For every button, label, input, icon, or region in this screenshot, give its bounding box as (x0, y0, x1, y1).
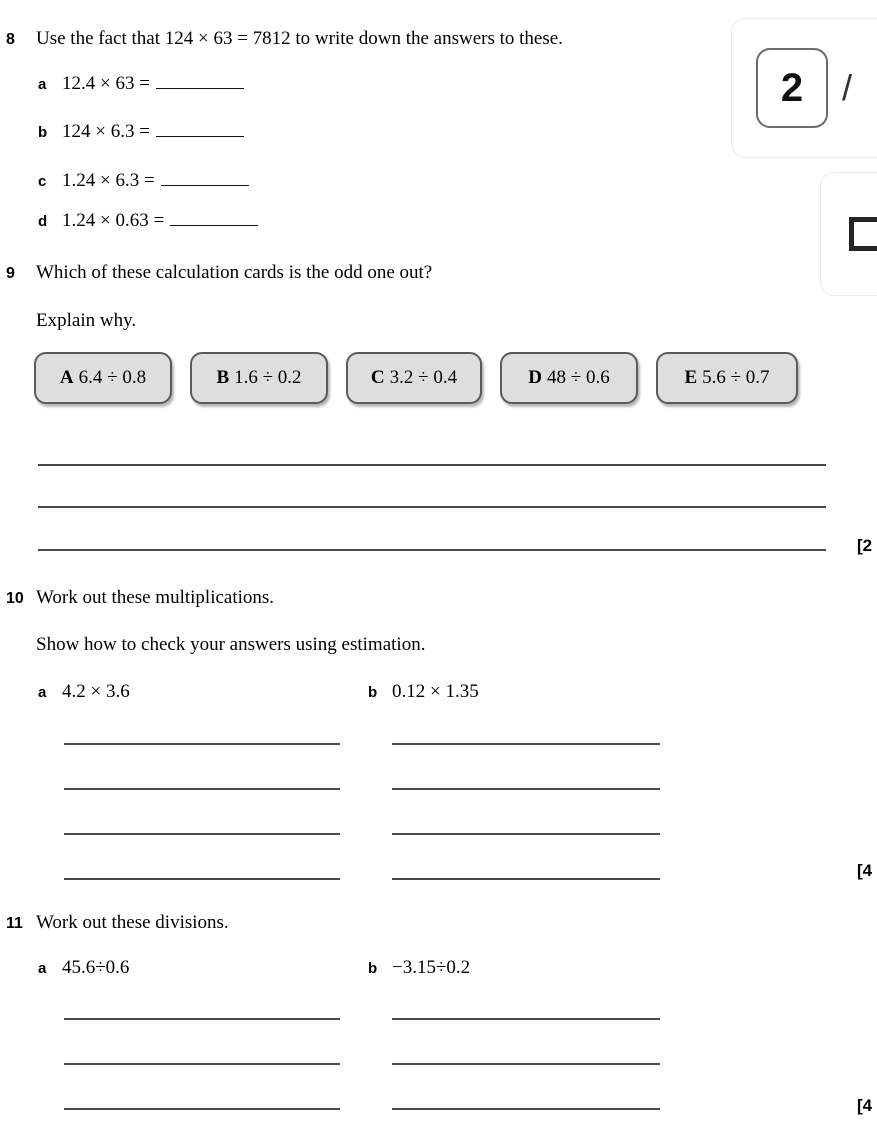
part-expression: 124 × 6.3 = (62, 121, 150, 142)
answer-line[interactable] (392, 1108, 660, 1110)
page-number-input[interactable]: 2 (756, 48, 828, 128)
part-expression: 0.12 × 1.35 (392, 681, 479, 702)
question-number: 10 (6, 590, 24, 607)
card-letter: D (528, 367, 543, 388)
part-letter: a (38, 76, 47, 93)
question-11-part-a (38, 957, 129, 979)
card-calculation: 1.6 ÷ 0.2 (234, 367, 302, 388)
part-expression: 1.24 × 6.3 = (62, 170, 155, 191)
question-prompt: Work out these divisions. (36, 912, 229, 933)
question-11-part-b (368, 957, 470, 979)
card-calculation: 6.4 ÷ 0.8 (78, 367, 147, 388)
marks-bracket: [4 (857, 861, 873, 880)
answer-line[interactable] (38, 506, 826, 508)
part-expression: 45.6÷0.6 (62, 957, 130, 978)
card-calculation: 48 ÷ 0.6 (547, 367, 610, 388)
answer-line[interactable] (64, 878, 340, 880)
answer-line[interactable] (392, 833, 660, 835)
answer-line[interactable] (392, 743, 660, 745)
question-prompt-secondary: Show how to check your answers using estimation. (36, 634, 426, 655)
answer-line[interactable] (64, 743, 340, 745)
calculation-cards (34, 352, 798, 404)
answer-line[interactable] (392, 1018, 660, 1020)
question-prompt: Which of these calculation cards is the odd one out? (36, 262, 433, 283)
answer-line[interactable] (38, 549, 826, 551)
question-prompt: Use the fact that 124 × 63 = 7812 to write down the answers to these. (36, 28, 563, 49)
answer-blank[interactable] (156, 135, 244, 137)
answer-blank[interactable] (170, 224, 258, 226)
answer-line[interactable] (38, 464, 826, 466)
part-expression: 1.24 × 0.63 = (62, 210, 165, 231)
card-letter: B (216, 367, 230, 388)
expand-corner-bottom-right (865, 233, 877, 251)
question-11 (6, 912, 229, 934)
answer-blank[interactable] (161, 184, 249, 186)
marks-bracket: [2 (857, 536, 873, 555)
part-letter: a (38, 684, 47, 701)
answer-line[interactable] (64, 1108, 340, 1110)
page-separator: / (842, 67, 853, 108)
answer-line[interactable] (392, 1063, 660, 1065)
part-letter: d (38, 213, 48, 230)
question-10-part-b (368, 681, 479, 703)
question-8-part-b (38, 121, 244, 143)
answer-blank[interactable] (156, 87, 244, 89)
question-8 (6, 28, 563, 50)
calculation-card-a[interactable] (34, 352, 172, 404)
question-8-part-a (38, 73, 244, 95)
answer-line[interactable] (64, 788, 340, 790)
card-letter: C (370, 367, 385, 388)
answer-line[interactable] (64, 1063, 340, 1065)
part-letter: a (38, 960, 47, 977)
expand-icon[interactable] (849, 217, 877, 251)
calculation-card-e[interactable] (656, 352, 798, 404)
answer-line[interactable] (392, 788, 660, 790)
part-letter: b (368, 684, 378, 701)
calculation-card-d[interactable] (500, 352, 638, 404)
fullscreen-widget[interactable] (820, 172, 877, 296)
page-navigation-widget (731, 18, 877, 158)
question-9-subprompt (36, 310, 136, 332)
part-letter: c (38, 173, 47, 190)
part-letter: b (38, 124, 48, 141)
card-letter: E (684, 367, 698, 388)
calculation-card-c[interactable] (346, 352, 482, 404)
answer-line[interactable] (64, 833, 340, 835)
question-10 (6, 587, 274, 609)
question-8-part-d (38, 210, 258, 232)
card-letter: A (59, 367, 74, 388)
answer-line[interactable] (392, 878, 660, 880)
answer-line[interactable] (64, 1018, 340, 1020)
question-10-subprompt (36, 634, 425, 656)
question-number: 8 (6, 31, 15, 48)
question-8-part-c (38, 170, 249, 192)
card-calculation: 3.2 ÷ 0.4 (389, 367, 458, 388)
part-expression: 12.4 × 63 = (62, 73, 150, 94)
part-expression: −3.15÷0.2 (392, 957, 471, 978)
calculation-card-b[interactable] (190, 352, 328, 404)
question-10-part-a (38, 681, 130, 703)
question-prompt: Work out these multiplications. (36, 587, 275, 608)
marks-bracket: [4 (857, 1096, 873, 1115)
question-number: 11 (6, 915, 23, 932)
question-9 (6, 262, 432, 284)
part-expression: 4.2 × 3.6 (62, 681, 130, 702)
question-prompt-secondary: Explain why. (36, 310, 137, 331)
card-calculation: 5.6 ÷ 0.7 (702, 367, 770, 388)
question-number: 9 (6, 265, 15, 282)
part-letter: b (368, 960, 378, 977)
